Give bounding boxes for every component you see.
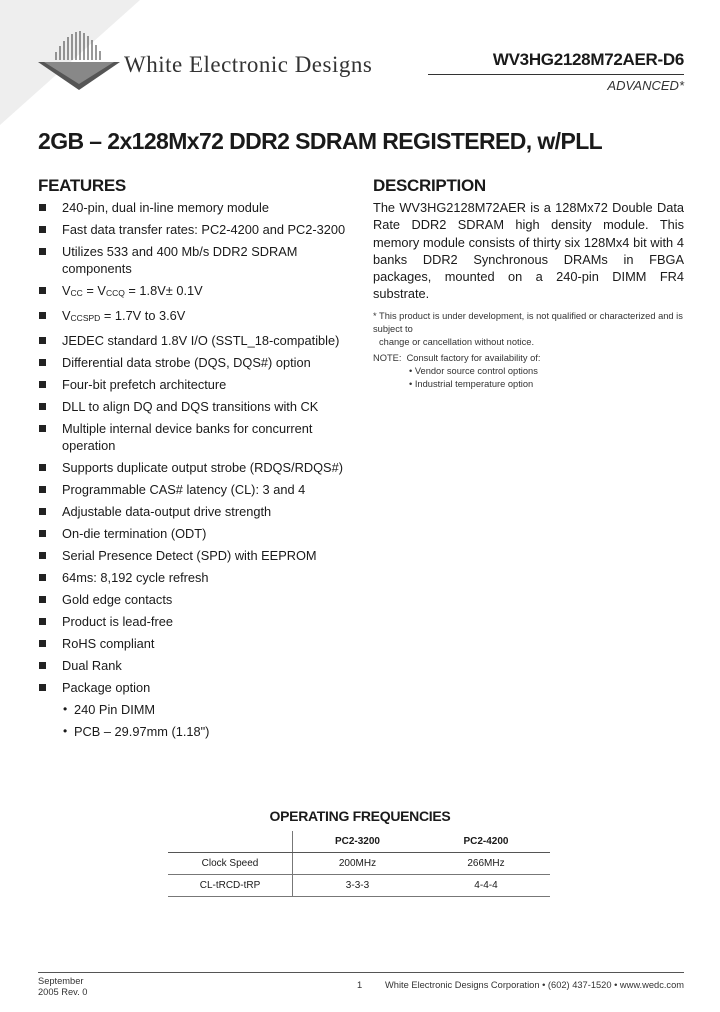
table-header-row — [168, 831, 550, 853]
table-cell: 266MHz — [422, 853, 550, 875]
note-item: • Vendor source control options — [409, 366, 538, 376]
column-header: PC2-4200 — [422, 831, 550, 853]
company-logo — [38, 30, 120, 92]
dot-icon: • — [63, 702, 68, 716]
feature-item: Utilizes 533 and 400 Mb/s DDR2 SDRAM components — [38, 243, 348, 277]
feature-item: DLL to align DQ and DQS transitions with CK — [38, 398, 348, 415]
feature-item: Package option — [38, 679, 348, 696]
availability-note: NOTE: Consult factory for availability of: • Vendor source control options • Industrial temperature option — [373, 352, 684, 391]
column-header: PC2-3200 — [293, 831, 422, 853]
bullet-icon — [39, 684, 46, 691]
bullet-icon — [39, 464, 46, 471]
package-option-item: • 240 Pin DIMM — [63, 702, 156, 717]
description-heading: DESCRIPTION — [373, 176, 486, 195]
feature-item: Supports duplicate output strobe (RDQS/RDQS#) — [38, 459, 348, 476]
feature-item: Gold edge contacts — [38, 591, 348, 608]
bullet-icon — [39, 596, 46, 603]
description-text: The WV3HG2128M72AER is a 128Mx72 Double Data Rate DDR2 SDRAM high density module. This memory module consists of thirty six 128Mx4 bit with 4 banks DDR2 Synchronous DRAMs in FBGA packages, mounted on a 240-pin DIMM FR4 substrate. — [373, 200, 684, 302]
bullet-icon — [39, 574, 46, 581]
header-rule — [428, 74, 684, 75]
status-label: ADVANCED* — [607, 78, 684, 93]
feature-item: JEDEC standard 1.8V I/O (SSTL_18-compatible) — [38, 332, 348, 349]
feature-item-vccspd: $V_{CCSPD} = 1.7V$ to 3.6V — [38, 307, 348, 327]
page-number: 1 — [357, 980, 363, 990]
table-corner-cell — [168, 831, 293, 853]
feature-item: On-die termination (ODT) — [38, 525, 348, 542]
feature-item: Fast data transfer rates: PC2-4200 and PC2-3200 — [38, 221, 348, 238]
operating-frequencies-table — [168, 831, 550, 897]
footer-rule — [38, 972, 684, 973]
bullet-icon — [39, 204, 46, 211]
feature-item-vcc: $V_{CC} = V_{CCQ} = 1.8V\pm 0.1V$ — [38, 282, 348, 302]
feature-item: Multiple internal device banks for concurrent operation — [38, 420, 348, 454]
package-option-item: • PCB – 29.97mm (1.18") — [63, 724, 210, 739]
row-label: Clock Speed — [168, 853, 293, 875]
table-cell: 3-3-3 — [293, 875, 422, 897]
bullet-icon — [39, 312, 46, 319]
feature-item: Programmable CAS# latency (CL): 3 and 4 — [38, 481, 348, 498]
bullet-icon — [39, 618, 46, 625]
dot-icon: • — [63, 724, 68, 738]
feature-item: 64ms: 8,192 cycle refresh — [38, 569, 348, 586]
row-label: CL-tRCD-tRP — [168, 875, 293, 897]
bullet-icon — [39, 486, 46, 493]
footer-date: September 2005 Rev. 0 — [38, 976, 88, 997]
bullet-icon — [39, 640, 46, 647]
development-footnote: * This product is under development, is not qualified or characterized and is subject to change or cancellation without notice. — [373, 311, 683, 347]
table-row — [168, 853, 550, 875]
feature-item: 240-pin, dual in-line memory module — [38, 199, 348, 216]
feature-item: Four-bit prefetch architecture — [38, 376, 348, 393]
table-row — [168, 875, 550, 897]
feature-item: Differential data strobe (DQS, DQS#) option — [38, 354, 348, 371]
table-cell: 4-4-4 — [422, 875, 550, 897]
bullet-icon — [39, 381, 46, 388]
bullet-icon — [39, 226, 46, 233]
bullet-icon — [39, 337, 46, 344]
bullet-icon — [39, 662, 46, 669]
bullet-icon — [39, 508, 46, 515]
feature-item: Serial Presence Detect (SPD) with EEPROM — [38, 547, 348, 564]
bullet-icon — [39, 359, 46, 366]
table-cell: 200MHz — [293, 853, 422, 875]
operating-frequencies-title: OPERATING FREQUENCIES — [269, 808, 451, 824]
document-title: 2GB – 2x128Mx72 DDR2 SDRAM REGISTERED, w/PLL — [38, 128, 603, 154]
features-heading: FEATURES — [38, 176, 126, 195]
bullet-icon — [39, 552, 46, 559]
feature-item: Product is lead-free — [38, 613, 348, 630]
note-item: • Industrial temperature option — [409, 379, 534, 389]
feature-item: RoHS compliant — [38, 635, 348, 652]
bullet-icon — [39, 248, 46, 255]
features-list — [38, 199, 348, 745]
bullet-icon — [39, 425, 46, 432]
footer-contact: White Electronic Designs Corporation • (602) 437-1520 • www.wedc.com — [385, 980, 684, 990]
bullet-icon — [39, 287, 46, 294]
part-number: WV3HG2128M72AER-D6 — [492, 50, 684, 69]
feature-item: Dual Rank — [38, 657, 348, 674]
company-name: White Electronic Designs — [124, 52, 373, 77]
bullet-icon — [39, 530, 46, 537]
bullet-icon — [39, 403, 46, 410]
feature-item: Adjustable data-output drive strength — [38, 503, 348, 520]
